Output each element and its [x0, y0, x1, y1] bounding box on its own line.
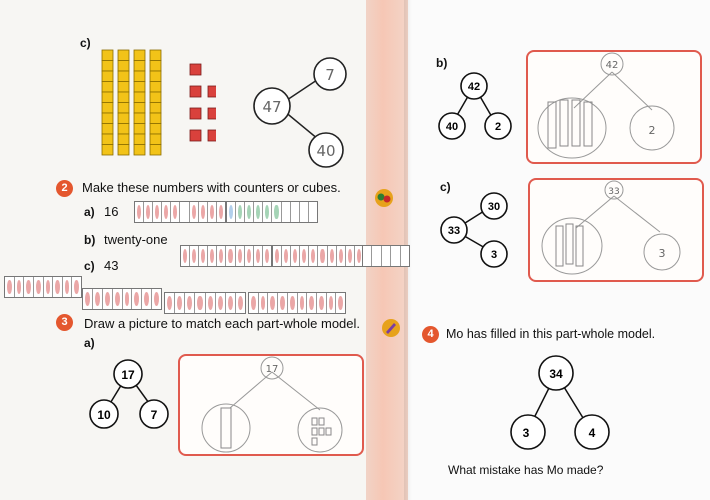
question-3-badge: 3	[56, 314, 73, 331]
sketch-whole-value: 17	[265, 364, 279, 375]
ten-frame	[180, 245, 272, 267]
child-drawing	[528, 52, 700, 162]
part-2-value: 7	[150, 408, 158, 422]
part-whole-model-c	[248, 56, 352, 168]
drawing-box-b	[526, 50, 702, 164]
question-4-instruction: Mo has filled in this part-whole model.	[446, 327, 656, 341]
whole-value: 7	[325, 66, 335, 84]
part-whole-model-b	[434, 70, 520, 142]
whole-value: 34	[549, 367, 563, 381]
ones-cubes	[190, 64, 216, 141]
ones-cube	[190, 108, 201, 119]
part-c-label: c)	[80, 36, 91, 50]
question-3-instruction: Draw a picture to match each part-whole model.	[84, 316, 361, 331]
part-whole-model-q4	[500, 354, 612, 458]
ones-cube	[208, 86, 216, 97]
whole-value: 17	[121, 368, 135, 382]
ones-cube	[208, 130, 216, 141]
ten-frame	[248, 292, 346, 314]
ten-frame	[272, 245, 364, 267]
sketch-part-2-value: 3	[658, 247, 666, 260]
ones-cube	[190, 64, 201, 75]
question-2-instruction: Make these numbers with counters or cubes.	[82, 180, 341, 195]
question-4-prompt: What mistake has Mo made?	[448, 463, 604, 477]
sketch-part-circle-1	[542, 218, 602, 274]
sketch-part-circle-2	[298, 408, 342, 452]
ones-cube	[190, 130, 201, 141]
tens-rod	[150, 50, 161, 155]
sketch-part-2-value: 2	[648, 124, 656, 137]
drawing-box-q3a	[178, 354, 364, 456]
part-whole-model-q3a	[84, 358, 180, 432]
part-2-value: 2	[494, 121, 502, 133]
ten-frame	[362, 245, 410, 267]
sketch-whole-value: 42	[605, 60, 619, 71]
q2-c-text: 43	[104, 258, 119, 273]
child-drawing	[180, 356, 362, 454]
tens-rod	[134, 50, 145, 155]
tens-rods	[102, 50, 161, 155]
part-1-value: 30	[487, 201, 501, 213]
ones-cube	[208, 108, 216, 119]
q2-a-label: a)	[84, 205, 95, 219]
pencil-icon	[380, 318, 402, 338]
part-whole-model-c-right	[436, 192, 516, 268]
q2-b-label: b)	[84, 233, 96, 247]
part-b-label: b)	[436, 56, 448, 70]
question-2-badge: 2	[56, 180, 73, 197]
part-1-value: 10	[97, 408, 111, 422]
sketch-whole-value: 33	[608, 187, 620, 197]
ten-frame	[226, 201, 318, 223]
ten-frame	[134, 201, 226, 223]
child-drawing	[530, 180, 702, 280]
ten-frame	[82, 288, 162, 310]
part-2-value: 40	[316, 142, 336, 160]
sketch-part-circle-1	[202, 404, 250, 452]
ones-cube	[190, 86, 201, 97]
ten-frame	[164, 292, 246, 314]
whole-value: 33	[447, 225, 461, 237]
q2-a-text: 16	[104, 204, 119, 219]
tens-rod	[118, 50, 129, 155]
part-1-value: 40	[445, 121, 459, 133]
base-ten-blocks	[96, 46, 216, 164]
part-1-value: 47	[262, 98, 282, 116]
drawing-box-c	[528, 178, 704, 282]
tens-rod	[102, 50, 113, 155]
q2-c-label: c)	[84, 259, 95, 273]
part-2-value: 4	[588, 426, 596, 440]
question-4-badge: 4	[422, 326, 439, 343]
ten-frame	[4, 276, 82, 298]
part-1-value: 3	[522, 426, 530, 440]
q3-a-label: a)	[84, 336, 95, 350]
part-c-label-right: c)	[440, 180, 451, 194]
q2-b-text: twenty-one	[104, 232, 168, 247]
whole-value: 42	[467, 81, 481, 93]
counters-icon	[374, 188, 394, 208]
part-2-value: 3	[490, 249, 498, 261]
